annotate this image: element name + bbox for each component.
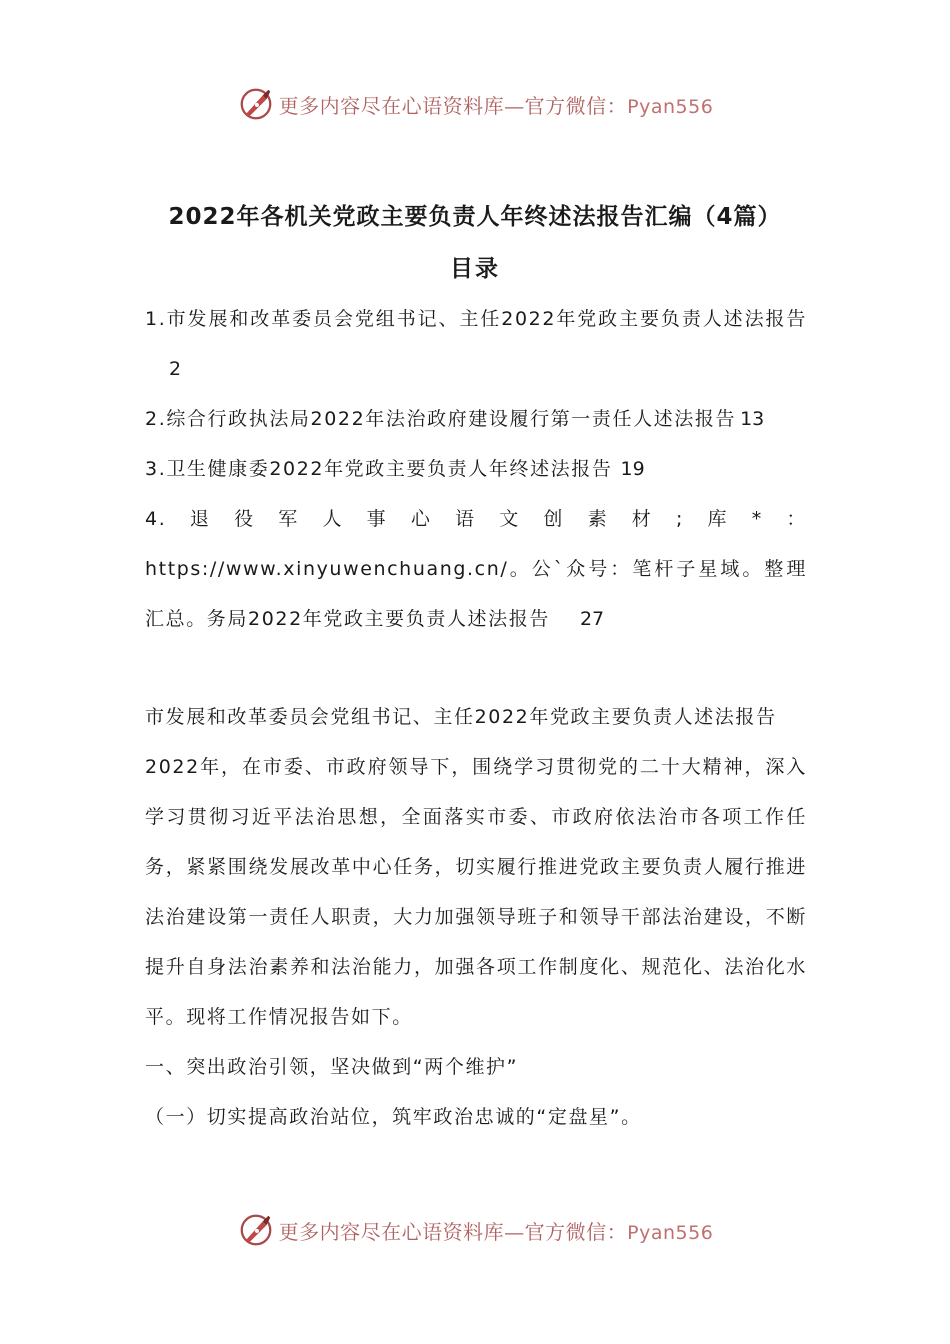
section-title: 市发展和改革委员会党组书记、主任2022年党政主要负责人述法报告 bbox=[145, 706, 777, 728]
heading-level-1: 一、突出政治引领，坚决做到“两个维护” bbox=[145, 1056, 519, 1078]
toc-item[interactable]: 2.综合行政执法局2022年法治政府建设履行第一责任人述法报告 13 bbox=[145, 408, 765, 430]
wechat-id: Pyan556 bbox=[627, 95, 714, 118]
header-watermark bbox=[0, 82, 950, 126]
toc-item[interactable]: 3.卫生健康委2022年党政主要负责人年终述法报告 19 bbox=[145, 458, 645, 480]
watermark-text: 更多内容尽在心语资料库—官方微信：Pyan556 bbox=[278, 1219, 714, 1244]
toc-page-number: 27 bbox=[579, 608, 605, 630]
toc-item[interactable]: 1.市发展和改革委员会党组书记、主任2022年党政主要负责人述法报告2 bbox=[145, 308, 807, 380]
pen-nib-logo-icon bbox=[237, 85, 275, 123]
toc-heading: 目录 bbox=[450, 256, 500, 282]
footer-watermark bbox=[0, 1208, 950, 1252]
toc-page-number: 13 bbox=[740, 408, 765, 430]
table-of-contents bbox=[145, 294, 807, 644]
wechat-id: Pyan556 bbox=[627, 1221, 714, 1244]
intro-paragraph: 2022年，在市委、市政府领导下，围绕学习贯彻党的二十大精神，深入学习贯彻习近平法治思想，全面落实市委、市政府依法治市各项工作任务，紧紧围绕发展改革中心任务，切实履行推进党政主要负责人履行推进法治建设第一责任人职责，大力加强领导班子和领导干部法治建设，不断提升自身法治素养和法治能力，加强各项工作制度化、规范化、法治化水平。现将工作情况报告如下。 bbox=[145, 756, 807, 1028]
watermark-text: 更多内容尽在心语资料库—官方微信：Pyan556 bbox=[278, 93, 714, 118]
document-title: 2022年各机关党政主要负责人年终述法报告汇编（4篇） bbox=[168, 204, 782, 230]
article-body bbox=[145, 692, 807, 1142]
heading-level-2: （一）切实提高政治站位，筑牢政治忠诚的“定盘星”。 bbox=[145, 1106, 642, 1128]
toc-page-number: 2 bbox=[169, 358, 182, 380]
pen-nib-logo-icon bbox=[237, 1211, 275, 1249]
toc-page-number: 19 bbox=[620, 458, 645, 480]
toc-item[interactable]: 4.退役军人事心语文创素材;库*：https://www.xinyuwenchuang.cn/。公`众号：笔杆子星域。整理汇总。务局2022年党政主要负责人述法报告 27 bbox=[145, 508, 807, 630]
